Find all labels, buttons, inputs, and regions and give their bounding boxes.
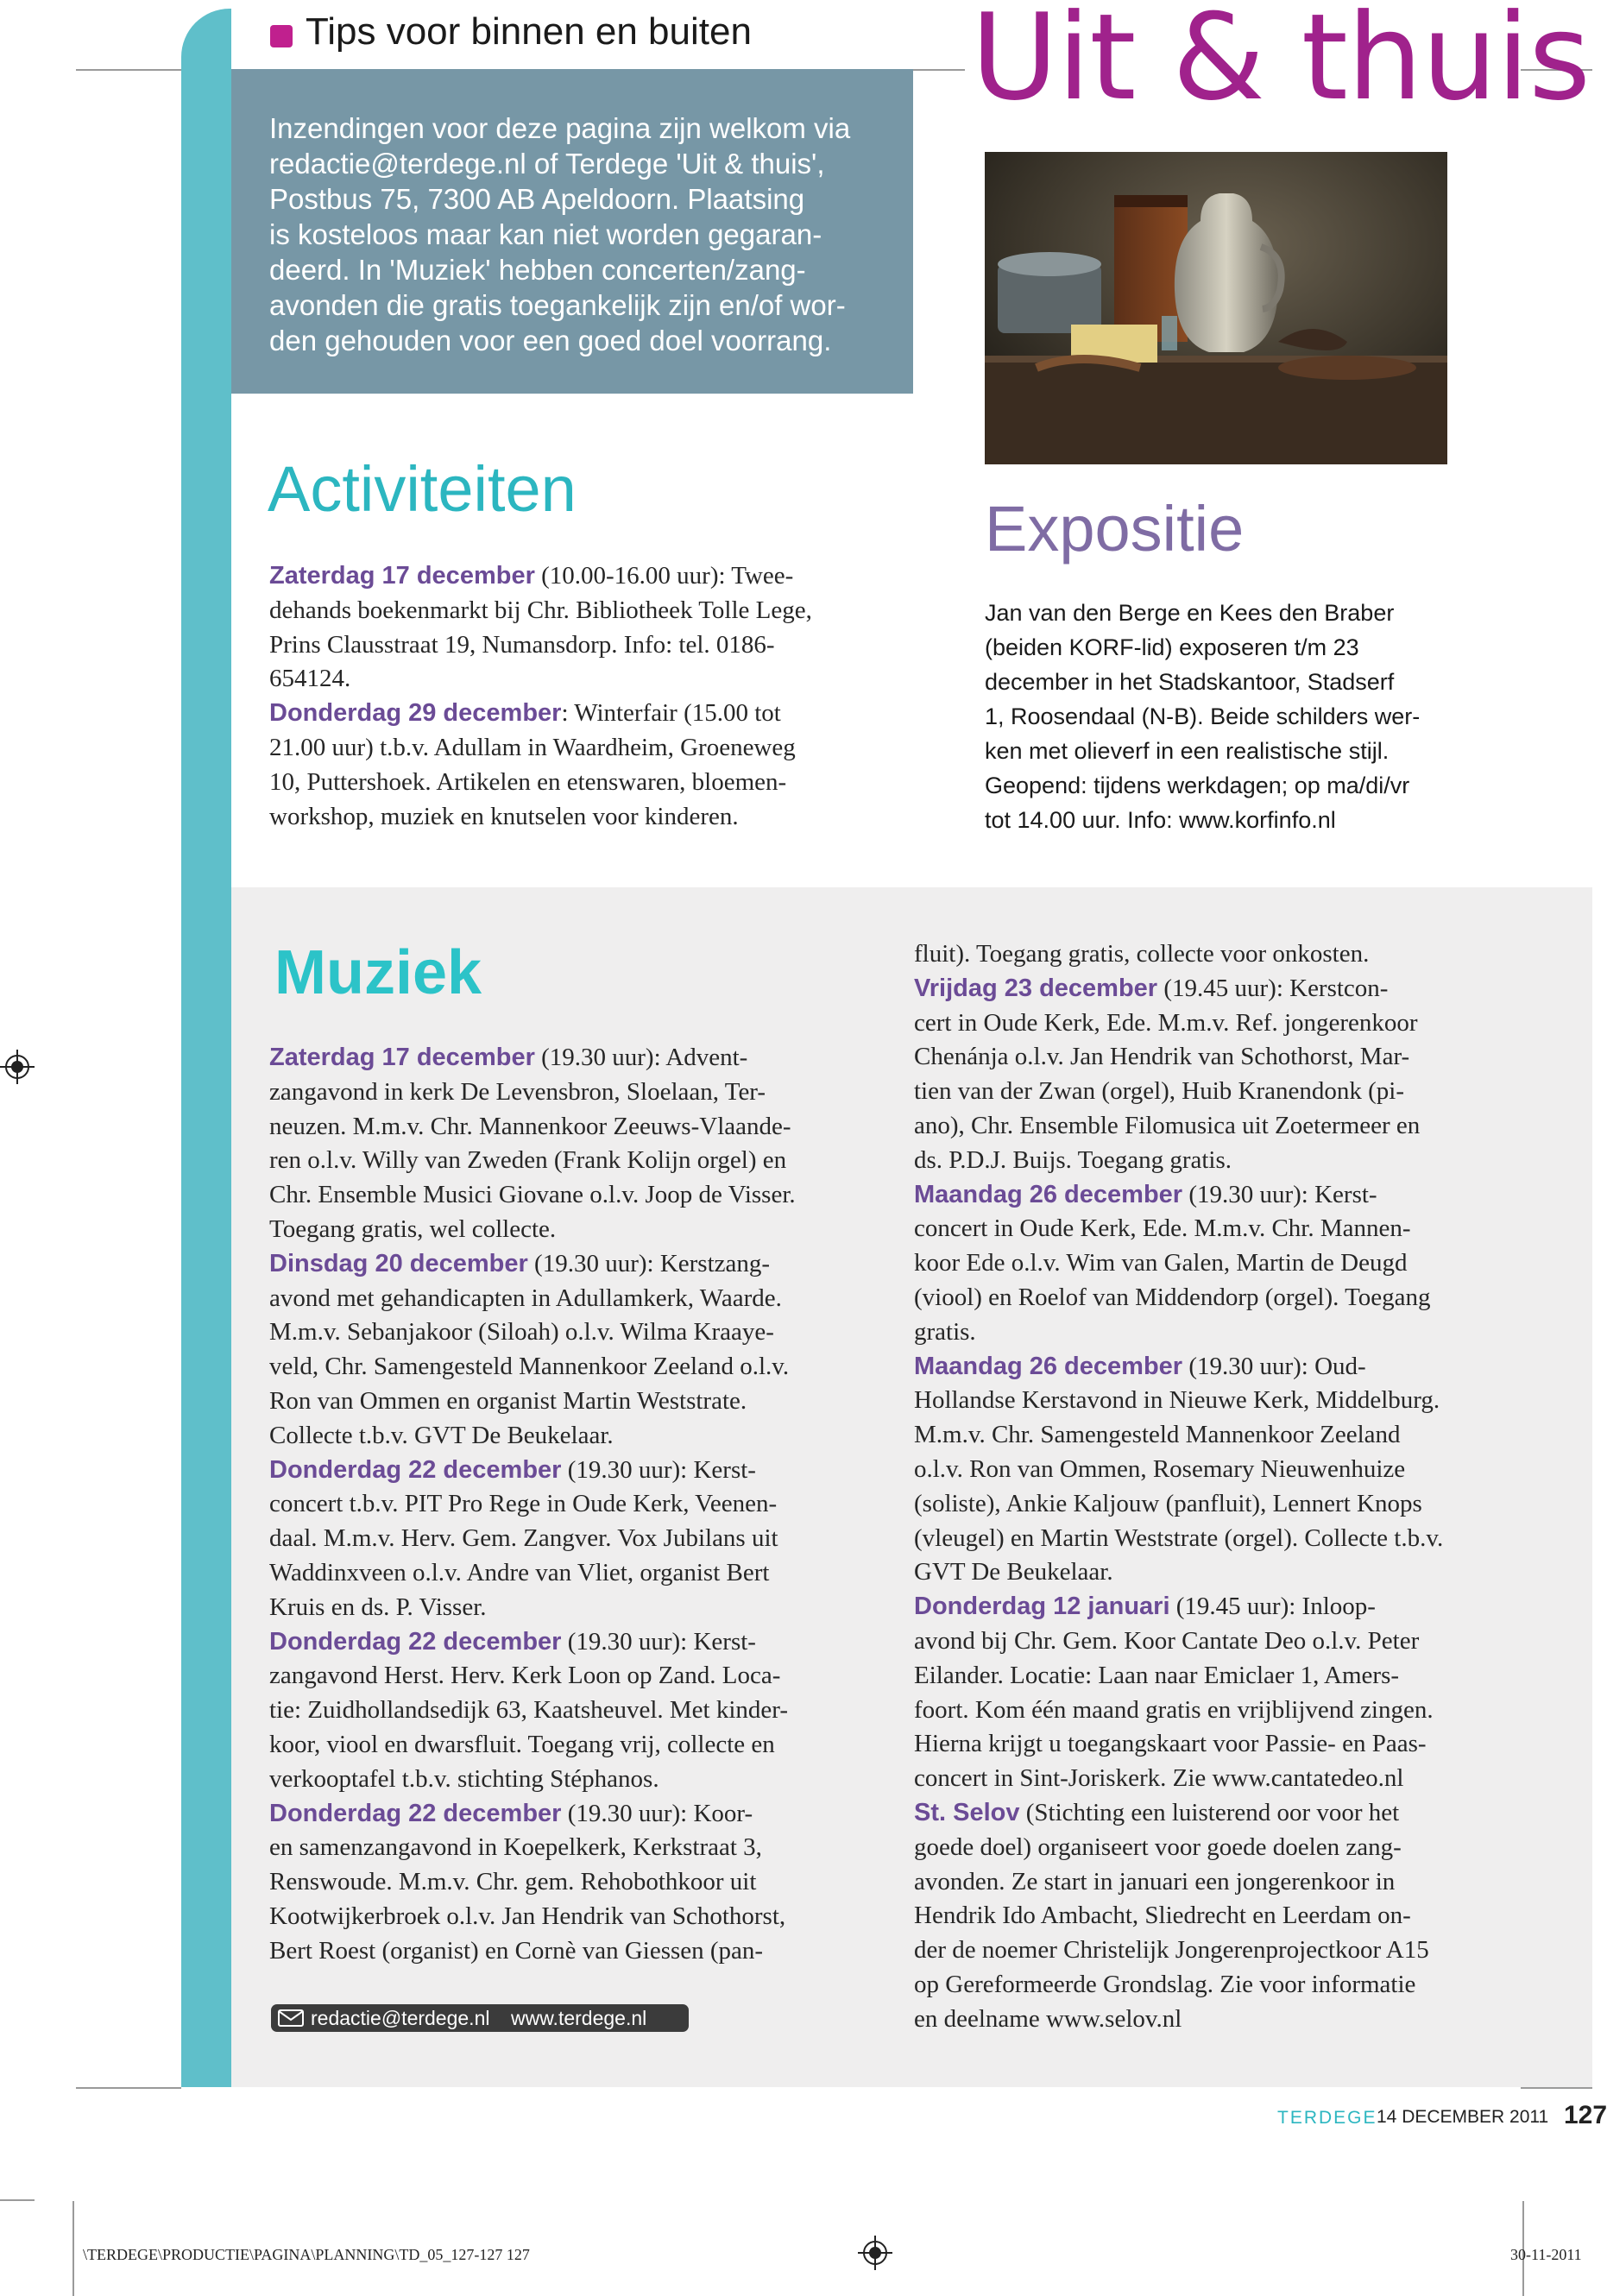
expositie-line: (beiden KORF-lid) exposeren t/m 23 bbox=[985, 634, 1359, 660]
date-highlight: Donderdag 22 december bbox=[269, 1627, 562, 1656]
page-title: Uit & thuis bbox=[971, 0, 1591, 127]
line-text: (19.30 uur): Kerst- bbox=[1182, 1180, 1377, 1208]
text-line bbox=[269, 731, 812, 766]
line-text: : Winterfair (15.00 tot bbox=[561, 699, 781, 728]
line-text: M.m.v. Chr. Samengesteld Mannenkoor Zeeland bbox=[914, 1421, 1401, 1449]
line-text: workshop, muziek en knutselen voor kinderen. bbox=[269, 802, 739, 830]
footer-page-number: 127 bbox=[1564, 2101, 1607, 2129]
footer-brand: TERDEGE bbox=[1277, 2108, 1377, 2128]
date-highlight: Donderdag 22 december bbox=[269, 1799, 562, 1827]
expositie-text bbox=[985, 596, 1420, 837]
line-text: zangavond Herst. Herv. Kerk Loon op Zand. Loca- bbox=[269, 1662, 781, 1690]
line-text: (19.30 uur): Oud- bbox=[1182, 1352, 1366, 1380]
text-line bbox=[914, 1968, 1443, 2003]
line-text: (19.30 uur): Kerst- bbox=[561, 1627, 756, 1656]
text-line bbox=[914, 1522, 1443, 1556]
muziek-heading: Muziek bbox=[274, 938, 482, 1007]
text-line bbox=[269, 1041, 796, 1075]
line-text: Bert Roest (organist) en Cornè van Giessen (pan- bbox=[269, 1936, 764, 1965]
text-line bbox=[269, 1728, 796, 1763]
date-highlight: Vrijdag 23 december bbox=[914, 974, 1158, 1002]
info-line: redactie@terdege.nl of Terdege 'Uit & thuis', bbox=[269, 148, 825, 180]
text-line bbox=[269, 697, 812, 731]
still-life-painting bbox=[985, 152, 1447, 464]
line-text: Hierna krijgt u toegangskaart voor Passie- en Paas- bbox=[914, 1730, 1427, 1758]
text-line bbox=[269, 1454, 796, 1488]
registration-mark-left bbox=[0, 1050, 35, 1084]
line-text: daal. M.m.v. Herv. Gem. Zangver. Vox Jubilans uit bbox=[269, 1524, 778, 1553]
text-line bbox=[914, 1315, 1443, 1350]
line-text: en samenzangavond in Koepelkerk, Kerkstraat 3, bbox=[269, 1833, 762, 1862]
text-line bbox=[269, 1419, 796, 1454]
text-line bbox=[914, 1865, 1443, 1900]
contact-website-link[interactable]: www.terdege.nl bbox=[511, 2007, 647, 2029]
line-text: fluit). Toegang gratis, collecte voor onkosten. bbox=[914, 940, 1370, 968]
text-line bbox=[269, 1178, 796, 1213]
line-text: GVT De Beukelaar. bbox=[914, 1558, 1113, 1586]
line-text: veld, Chr. Samengesteld Mannenkoor Zeeland o.l.v. bbox=[269, 1353, 790, 1381]
line-text: 21.00 uur) t.b.v. Adullam in Waardheim, Groeneweg bbox=[269, 733, 796, 761]
text-line bbox=[914, 1384, 1443, 1418]
text-line bbox=[914, 1762, 1443, 1796]
line-text: avonden. Ze start in januari een jongerenkoor in bbox=[914, 1867, 1396, 1895]
line-text: gratis. bbox=[914, 1317, 976, 1346]
line-text: concert in Oude Kerk, Ede. M.m.v. Chr. Mannen- bbox=[914, 1214, 1411, 1243]
text-line bbox=[914, 1075, 1443, 1109]
text-line bbox=[914, 1453, 1443, 1487]
line-text: Ron van Ommen en organist Martin Weststrate. bbox=[269, 1386, 747, 1415]
line-text: Kootwijkerbroek o.l.v. Jan Hendrik van Schothorst, bbox=[269, 1902, 786, 1930]
text-line bbox=[914, 1418, 1443, 1453]
line-text: concert in Sint-Joriskerk. Zie www.cantatedeo.nl bbox=[914, 1764, 1404, 1793]
expositie-line: ken met olieverf in een realistische stijl. bbox=[985, 738, 1390, 764]
date-highlight: St. Selov bbox=[914, 1798, 1020, 1826]
text-line bbox=[269, 1315, 796, 1350]
line-text: cert in Oude Kerk, Ede. M.m.v. Ref. jongerenkoor bbox=[914, 1008, 1418, 1037]
section-bullet-icon bbox=[270, 25, 293, 47]
text-line bbox=[914, 1899, 1443, 1933]
text-line bbox=[914, 1590, 1443, 1624]
text-line bbox=[269, 1797, 796, 1832]
text-line bbox=[269, 1625, 796, 1660]
line-text: goede doel) organiseert voor goede doelen zang- bbox=[914, 1832, 1402, 1861]
line-text: koor, viool en dwarsfluit. Toegang vrij, collecte en bbox=[269, 1730, 775, 1758]
line-text: Hollandse Kerstavond in Nieuwe Kerk, Middelburg. bbox=[914, 1386, 1440, 1415]
expositie-line: december in het Stadskantoor, Stadserf bbox=[985, 669, 1395, 695]
line-text: Renswoude. M.m.v. Chr. gem. Rehobothkoor uit bbox=[269, 1868, 757, 1896]
text-line bbox=[269, 1487, 796, 1522]
line-text: M.m.v. Sebanjakoor (Siloah) o.l.v. Wilma Kraaye- bbox=[269, 1318, 774, 1347]
text-line bbox=[269, 1247, 796, 1282]
date-highlight: Donderdag 12 januari bbox=[914, 1593, 1170, 1621]
contact-bar bbox=[271, 2004, 689, 2032]
expositie-line: 1, Roosendaal (N-B). Beide schilders wer- bbox=[985, 703, 1421, 729]
text-line bbox=[269, 1591, 796, 1625]
line-text: (Stichting een luisterend oor voor het bbox=[1019, 1798, 1400, 1826]
muziek-column-2 bbox=[914, 937, 1443, 2037]
section-label: Tips voor binnen en buiten bbox=[306, 10, 752, 53]
line-text: (19.45 uur): Kerstcon- bbox=[1157, 974, 1389, 1002]
text-line bbox=[914, 1831, 1443, 1865]
line-text: koor Ede o.l.v. Wim van Galen, Martin de Deugd bbox=[914, 1249, 1408, 1277]
line-text: zangavond in kerk De Levensbron, Sloelaan, Ter- bbox=[269, 1077, 766, 1106]
info-line: Postbus 75, 7300 AB Apeldoorn. Plaatsing bbox=[269, 183, 805, 215]
info-line: Inzendingen voor deze pagina zijn welkom via bbox=[269, 112, 851, 144]
text-line bbox=[269, 1350, 796, 1385]
text-line bbox=[269, 1144, 796, 1178]
crop-mark-top-mid bbox=[913, 69, 965, 71]
line-text: 10, Puttershoek. Artikelen en etenswaren, bloemen- bbox=[269, 767, 787, 796]
line-text: (soliste), Ankie Kaljouw (panfluit), Lennert Knops bbox=[914, 1489, 1422, 1517]
crop-mark-bottom-right bbox=[1521, 2087, 1592, 2089]
text-line bbox=[914, 1350, 1443, 1385]
line-text: avond bij Chr. Gem. Koor Cantate Deo o.l.v. Peter bbox=[914, 1626, 1420, 1655]
line-text: Kruis en ds. P. Visser. bbox=[269, 1593, 487, 1621]
line-text: Toegang gratis, wel collecte. bbox=[269, 1214, 557, 1243]
text-line bbox=[914, 1555, 1443, 1590]
text-line bbox=[914, 1933, 1443, 1968]
line-text: foort. Kom één maand gratis en vrijblijvend zingen. bbox=[914, 1695, 1434, 1724]
text-line bbox=[914, 1246, 1443, 1281]
date-highlight: Maandag 26 december bbox=[914, 1180, 1183, 1208]
text-line bbox=[914, 1659, 1443, 1694]
line-text: neuzen. M.m.v. Chr. Mannenkoor Zeeuws-Vlaande- bbox=[269, 1112, 791, 1140]
date-highlight: Maandag 26 december bbox=[914, 1352, 1183, 1380]
registration-mark-bottom bbox=[858, 2236, 892, 2270]
text-line bbox=[914, 1281, 1443, 1315]
line-text: Hendrik Ido Ambacht, Sliedrecht en Leerdam on- bbox=[914, 1902, 1411, 1930]
text-line bbox=[269, 1213, 796, 1247]
info-line: is kosteloos maar kan niet worden gegaran- bbox=[269, 218, 822, 250]
date-highlight: Donderdag 22 december bbox=[269, 1455, 562, 1484]
line-text: Prins Clausstraat 19, Numansdorp. Info: tel. 0186- bbox=[269, 630, 775, 659]
text-line bbox=[269, 800, 812, 835]
envelope-icon bbox=[278, 2009, 304, 2027]
teal-side-bar bbox=[181, 9, 231, 2087]
line-text: (19.30 uur): Koor- bbox=[561, 1799, 753, 1827]
text-line bbox=[269, 1934, 796, 1969]
text-line bbox=[269, 1110, 796, 1145]
activiteiten-heading: Activiteiten bbox=[268, 453, 577, 525]
date-highlight: Donderdag 29 december bbox=[269, 699, 562, 728]
text-line bbox=[269, 628, 812, 663]
date-highlight: Zaterdag 17 december bbox=[269, 1044, 535, 1071]
text-line bbox=[914, 1796, 1443, 1831]
slug-path: \TERDEGE\PRODUCTIE\PAGINA\PLANNING\TD_05_127-127 127 bbox=[83, 2246, 530, 2263]
info-line: den gehouden voor een goed doel voorrang. bbox=[269, 325, 832, 356]
text-line bbox=[269, 1282, 796, 1316]
text-line bbox=[269, 766, 812, 800]
line-text: ds. P.D.J. Buijs. Toegang gratis. bbox=[914, 1145, 1232, 1174]
expositie-heading: Expositie bbox=[985, 493, 1245, 565]
text-line bbox=[914, 1624, 1443, 1659]
text-line bbox=[269, 662, 812, 697]
text-line bbox=[914, 1040, 1443, 1075]
line-text: dehands boekenmarkt bij Chr. Bibliotheek Tolle Lege, bbox=[269, 596, 812, 624]
text-line bbox=[269, 1831, 796, 1865]
crop-mark-bottom-left bbox=[76, 2087, 181, 2089]
text-line bbox=[269, 1763, 796, 1797]
line-text: (10.00-16.00 uur): Twee- bbox=[534, 562, 794, 590]
submission-info-text bbox=[269, 110, 891, 358]
info-line: deerd. In 'Muziek' hebben concerten/zang- bbox=[269, 254, 806, 286]
line-text: (19.30 uur): Kerst- bbox=[561, 1455, 756, 1484]
expositie-line: tot 14.00 uur. Info: www.korfinfo.nl bbox=[985, 807, 1336, 833]
expositie-line: Geopend: tijdens werkdagen; op ma/di/vr bbox=[985, 773, 1410, 798]
text-line bbox=[914, 1694, 1443, 1728]
text-line bbox=[269, 1522, 796, 1556]
line-text: ren o.l.v. Willy van Zweden (Frank Kolijn orgel) en bbox=[269, 1146, 787, 1175]
line-text: (vleugel) en Martin Weststrate (orgel). Collecte t.b.v. bbox=[914, 1523, 1444, 1552]
muziek-column-1 bbox=[269, 1041, 796, 1969]
text-line bbox=[269, 1075, 796, 1110]
line-text: o.l.v. Ron van Ommen, Rosemary Nieuwenhuize bbox=[914, 1454, 1406, 1483]
text-line bbox=[914, 972, 1443, 1006]
line-text: der de noemer Christelijk Jongerenprojectkoor A15 bbox=[914, 1936, 1429, 1965]
text-line bbox=[269, 1865, 796, 1900]
text-line bbox=[269, 1900, 796, 1934]
date-highlight: Dinsdag 20 december bbox=[269, 1249, 528, 1277]
slug-date: 30-11-2011 bbox=[1510, 2246, 1582, 2263]
line-text: op Gereformeerde Grondslag. Zie voor informatie bbox=[914, 1970, 1416, 1998]
text-line bbox=[914, 1727, 1443, 1762]
text-line bbox=[269, 594, 812, 628]
line-text: Eilander. Locatie: Laan naar Emiclaer 1, Amers- bbox=[914, 1661, 1400, 1689]
text-line bbox=[914, 1212, 1443, 1246]
line-text: Waddinxveen o.l.v. Andre van Vliet, organist Bert bbox=[269, 1558, 770, 1586]
expositie-line: Jan van den Berge en Kees den Braber bbox=[985, 600, 1395, 626]
line-text: avond met gehandicapten in Adullamkerk, Waarde. bbox=[269, 1284, 782, 1312]
line-text: Collecte t.b.v. GVT De Beukelaar. bbox=[269, 1421, 614, 1449]
text-line bbox=[914, 1006, 1443, 1041]
text-line bbox=[269, 1556, 796, 1591]
line-text: (19.30 uur): Kerstzang- bbox=[527, 1249, 771, 1277]
text-line bbox=[914, 2003, 1443, 2037]
line-text: Chr. Ensemble Musici Giovane o.l.v. Joop de Visser. bbox=[269, 1181, 796, 1209]
line-text: Chenánja o.l.v. Jan Hendrik van Schothorst, Mar- bbox=[914, 1043, 1410, 1071]
line-text: 654124. bbox=[269, 665, 351, 693]
line-text: ano), Chr. Ensemble Filomusica uit Zoetermeer en bbox=[914, 1111, 1421, 1139]
text-line bbox=[914, 1109, 1443, 1144]
text-line bbox=[269, 1659, 796, 1694]
text-line bbox=[269, 559, 812, 594]
date-highlight: Zaterdag 17 december bbox=[269, 562, 535, 590]
text-line bbox=[914, 937, 1443, 972]
activiteiten-text bbox=[269, 559, 812, 834]
text-line bbox=[269, 1385, 796, 1419]
footer-date: 14 DECEMBER 2011 bbox=[1377, 2107, 1549, 2127]
line-text: concert t.b.v. PIT Pro Rege in Oude Kerk, Veenen- bbox=[269, 1490, 778, 1518]
line-text: (19.45 uur): Inloop- bbox=[1169, 1593, 1376, 1621]
crop-mark-vert-left bbox=[72, 2201, 74, 2296]
text-line bbox=[914, 1144, 1443, 1178]
contact-email-link[interactable]: redactie@terdege.nl bbox=[311, 2007, 490, 2029]
line-text: tie: Zuidhollandsedijk 63, Kaatsheuvel. Met kinder- bbox=[269, 1696, 789, 1725]
line-text: verkooptafel t.b.v. stichting Stéphanos. bbox=[269, 1764, 659, 1793]
crop-mark-left-low bbox=[0, 2199, 35, 2201]
line-text: tien van der Zwan (orgel), Huib Kranendonk (pi- bbox=[914, 1077, 1405, 1106]
crop-mark-top-left bbox=[76, 69, 181, 71]
text-line bbox=[914, 1178, 1443, 1213]
line-text: en deelname www.selov.nl bbox=[914, 2004, 1182, 2033]
text-line bbox=[914, 1487, 1443, 1522]
line-text: (viool) en Roelof van Middendorp (orgel). Toegang bbox=[914, 1283, 1431, 1311]
info-line: avonden die gratis toegankelijk zijn en/of wor- bbox=[269, 289, 846, 321]
line-text: (19.30 uur): Advent- bbox=[534, 1044, 748, 1071]
text-line bbox=[269, 1694, 796, 1728]
